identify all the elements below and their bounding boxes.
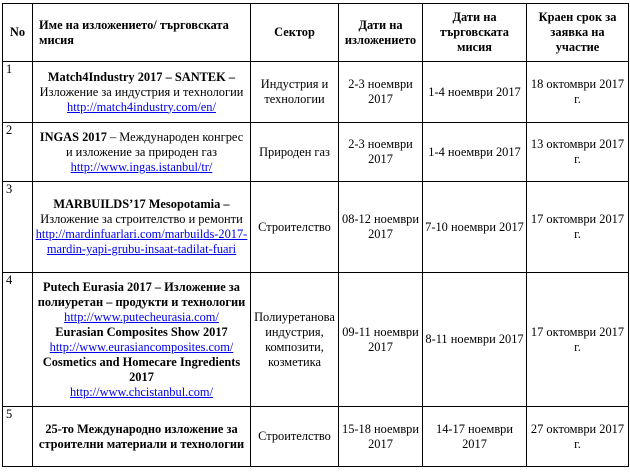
row-number: 4	[3, 273, 33, 407]
event-title: Putech Eurasia 2017 – Изложение за полиуретан – продукти и технологии	[37, 279, 246, 309]
header-name: Име на изложението/ търговската мисия	[33, 4, 251, 62]
header-mission-dates: Дати на търговската мисия	[423, 4, 527, 62]
event-cell	[33, 182, 251, 273]
mission-dates-cell: 14-17 ноември 2017	[423, 407, 527, 467]
expo-dates-cell: 08-12 ноември 2017	[339, 182, 423, 273]
expo-dates-cell: 2-3 ноември 2017	[339, 62, 423, 123]
events-table	[2, 3, 629, 467]
event-link-2[interactable]: http://www.eurasiancomposites.com/	[49, 339, 234, 354]
event-title: MARBUILDS’17 Mesopotamia –	[53, 197, 230, 211]
mission-dates-cell: 7-10 ноември 2017	[423, 182, 527, 273]
header-sector: Сектор	[251, 4, 339, 62]
event-link[interactable]: http://www.ingas.istanbul/tr/	[70, 159, 213, 174]
sector-cell: Строителство	[251, 407, 339, 467]
row-number: 3	[3, 182, 33, 273]
table-row	[3, 62, 629, 123]
sector-cell: Индустрия и технологии	[251, 62, 339, 123]
event-title: INGAS 2017	[39, 129, 107, 144]
mission-dates-cell: 8-11 ноември 2017	[423, 273, 527, 407]
expo-dates-cell: 15-18 ноември 2017	[339, 407, 423, 467]
deadline-cell: 13 октомври 2017 г.	[527, 123, 629, 182]
event-title: 25-то Международно изложение за строителни материали и технологии	[38, 421, 245, 451]
table-row	[3, 182, 629, 273]
mission-dates-cell: 1-4 ноември 2017	[423, 123, 527, 182]
event-title-3: Cosmetics and Homecare Ingredients 2017	[42, 354, 241, 384]
expo-dates-cell: 09-11 ноември 2017	[339, 273, 423, 407]
table-row	[3, 273, 629, 407]
event-cell	[33, 62, 251, 123]
deadline-cell: 17 октомври 2017 г.	[527, 182, 629, 273]
event-link[interactable]: http://mardinfuarlari.com/marbuilds-2017-mardin-yapi-grubu-insaat-tadilat-fuari	[35, 227, 248, 256]
sector-cell: Полиуретанова индустрия, композити, козметика	[251, 273, 339, 407]
header-deadline: Краен срок за заявка на участие	[527, 4, 629, 62]
event-description: Изложение за строителство и ремонти	[40, 212, 243, 226]
header-no: No	[3, 4, 33, 62]
table-row	[3, 123, 629, 182]
event-cell	[33, 407, 251, 467]
event-description: Изложение за индустрия и технологии	[39, 84, 244, 99]
deadline-cell: 18 октомври 2017 г.	[527, 62, 629, 123]
event-title-2: Eurasian Composites Show 2017	[55, 324, 228, 339]
event-link[interactable]: http://match4industry.com/en/	[67, 99, 216, 114]
row-number: 2	[3, 123, 33, 182]
table-row	[3, 407, 629, 467]
event-cell	[33, 273, 251, 407]
row-number: 5	[3, 407, 33, 467]
sector-cell: Строителство	[251, 182, 339, 273]
header-expo-dates: Дати на изложението	[339, 4, 423, 62]
mission-dates-cell: 1-4 ноември 2017	[423, 62, 527, 123]
deadline-cell: 17 октомври 2017 г.	[527, 273, 629, 407]
table-header-row	[3, 4, 629, 62]
event-cell	[33, 123, 251, 182]
event-title: Match4Industry 2017 – SANTEK –	[47, 69, 236, 84]
event-description: – Международен конгрес и изложение за природен газ	[65, 129, 244, 159]
row-number: 1	[3, 62, 33, 123]
deadline-cell: 27 октомври 2017 г.	[527, 407, 629, 467]
event-link-3[interactable]: http://www.chcistanbul.com/	[69, 384, 214, 399]
expo-dates-cell: 2-3 ноември 2017	[339, 123, 423, 182]
sector-cell: Природен газ	[251, 123, 339, 182]
event-link[interactable]: http://www.putecheurasia.com/	[64, 309, 219, 324]
